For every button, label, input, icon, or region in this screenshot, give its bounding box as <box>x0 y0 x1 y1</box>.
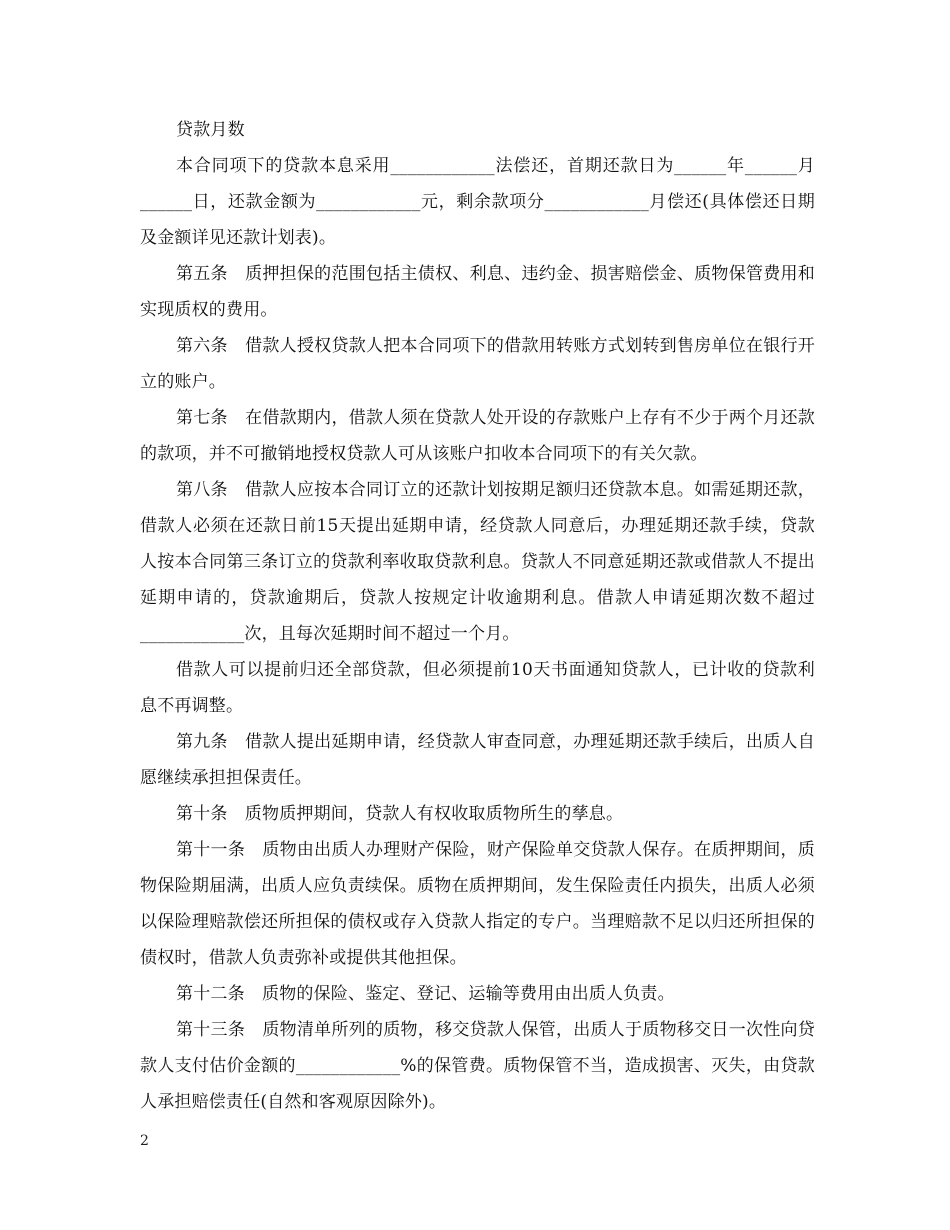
document-body <box>140 112 815 1120</box>
page-number: 2 <box>140 1133 149 1149</box>
paragraph-article-7: 第七条 在借款期内，借款人须在贷款人处开设的存款账户上存有不少于两个月还款的款项，并不可撤销地授权贷款人可从该账户扣收本合同项下的有关欠款。 <box>140 408 815 464</box>
paragraph-article-5: 第五条 质押担保的范围包括主债权、利息、违约金、损害赔偿金、质物保管费用和实现质权的费用。 <box>140 264 815 320</box>
paragraph-article-12: 第十二条 质物的保险、鉴定、登记、运输等费用由出质人负责。 <box>176 984 675 1004</box>
paragraph-article-9: 第九条 借款人提出延期申请，经贷款人审查同意，办理延期还款手续后，出质人自愿继续承担担保责任。 <box>140 732 815 788</box>
paragraph-article-11: 第十一条 质物由出质人办理财产保险，财产保险单交贷款人保存。在质押期间，质物保险期届满，出质人应负责续保。质物在质押期间，发生保险责任内损失，出质人必须以保险理赔款偿还所担保的债权或存入贷款人指定的专户。当理赔款不足以归还所担保的债权时，借款人负责弥补或提供其他担保。 <box>140 840 815 968</box>
paragraph-article-8: 第八条 借款人应按本合同订立的还款计划按期足额归还贷款本息。如需延期还款，借款人必须在还款日前15天提出延期申请，经贷款人同意后，办理延期还款手续，贷款人按本合同第三条订立的贷款利率收取贷款利息。贷款人不同意延期还款或借款人不提出延期申请的，贷款逾期后，贷款人按规定计收逾期利息。借款人申请延期次数不超过____________次，且每次延期时间不超过一个月。 <box>140 480 815 644</box>
paragraph-prepayment: 借款人可以提前归还全部贷款，但必须提前10天书面通知贷款人，已计收的贷款利息不再调整。 <box>140 660 815 716</box>
paragraph-article-6: 第六条 借款人授权贷款人把本合同项下的借款用转账方式划转到售房单位在银行开立的账户。 <box>140 336 815 392</box>
paragraph-article-10: 第十条 质物质押期间，贷款人有权收取质物所生的孳息。 <box>176 804 624 824</box>
paragraph-loan-months: 贷款月数 <box>176 120 245 140</box>
paragraph-repayment-method: 本合同项下的贷款本息采用____________法偿还，首期还款日为______年______月______日，还款金额为____________元，剩余款项分____________月偿还(具体偿还日期及金额详见还款计划表)。 <box>140 156 815 248</box>
paragraph-article-13: 第十三条 质物清单所列的质物，移交贷款人保管，出质人于质物移交日一次性向贷款人支付估价金额的____________%的保管费。质物保管不当，造成损害、灭失，由贷款人承担赔偿责任(自然和客观原因除外)。 <box>140 1020 815 1112</box>
